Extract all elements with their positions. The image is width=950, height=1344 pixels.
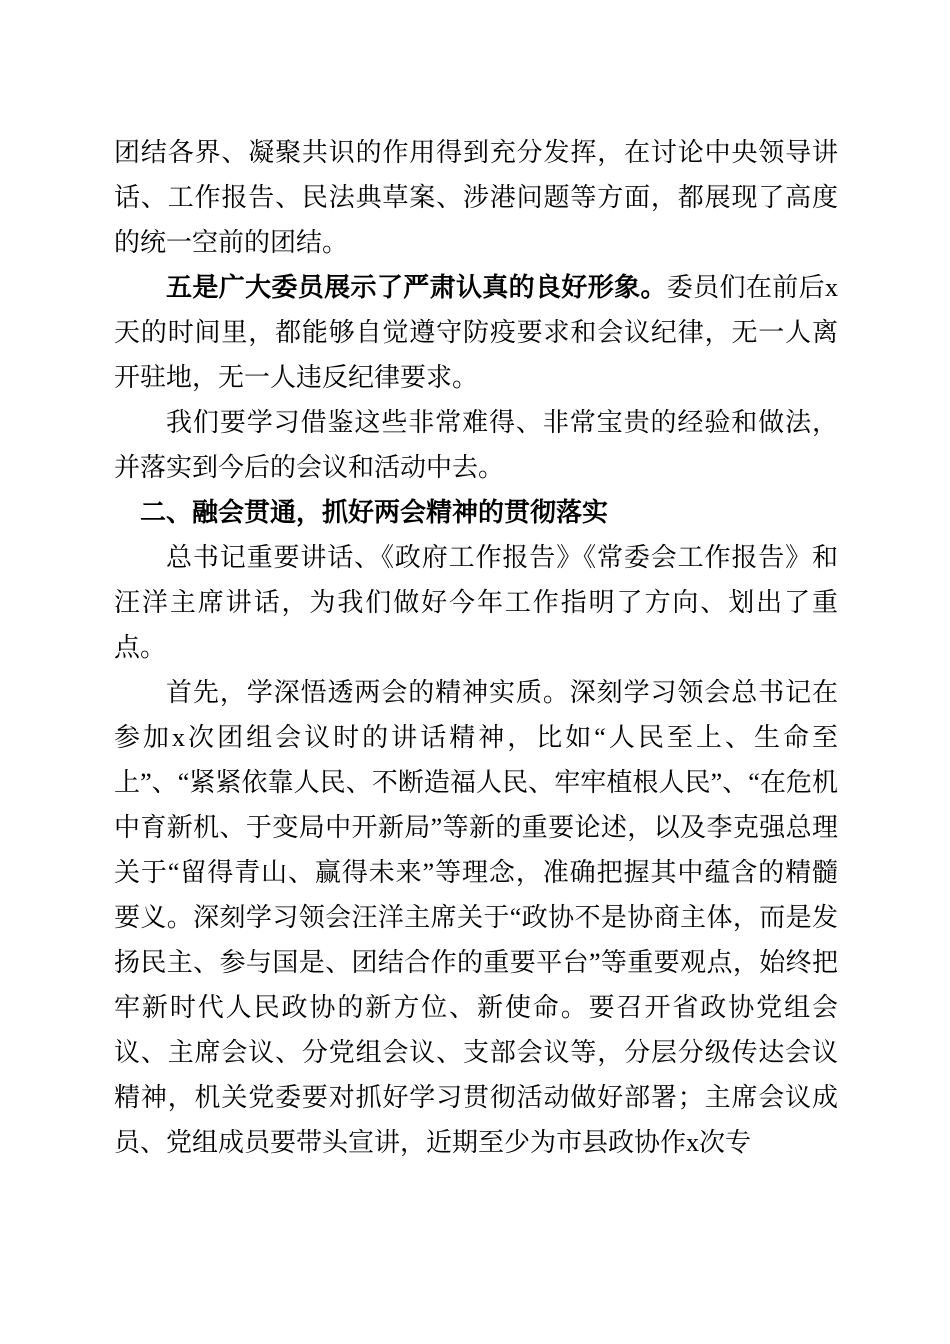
paragraph: [114, 670, 838, 1165]
paragraph: [114, 400, 838, 490]
text-run: 首先，学深悟透两会的精神实质。深刻学习领会总书记在参加x次团组会议时的讲话精神，比如“人民至上、生命至上”、“紧紧依靠人民、不断造福人民、牢牢植根人民”、“在危机中育新机、于变局中开新局”等新的重要论述，以及李克强总理关于“留得青山、赢得未来”等理念，准确把握其中蕴含的精髓要义。深刻学习领会汪洋主席关于“政协不是协商主体，而是发扬民主、参与国是、团结合作的重要平台”等重要观点，始终把牢新时代人民政协的新方位、新使命。要召开省政协党组会议、主席会议、分党组会议、支部会议等，分层分级传达会议精神，机关党委要对抓好学习贯彻活动做好部署；主席会议成员、党组成员要带头宣讲，近期至少为市县政协作x次专: [114, 678, 838, 1157]
text-run: 团结各界、凝聚共识的作用得到充分发挥，在讨论中央领导讲话、工作报告、民法典草案、涉港问题等方面，都展现了高度的统一空前的团结。: [114, 138, 838, 257]
bold-text-run: 二、融会贯通，抓好两会精神的贯彻落实: [140, 497, 609, 527]
text-run: 委员们在前后x天的时间里，都能够自觉遵守防疫要求和会议纪律，无一人离开驻地，无一人违反纪律要求。: [114, 273, 838, 392]
bold-text-run: 五是广大委员展示了严肃认真的良好形象。: [166, 273, 667, 302]
section-heading: [114, 490, 838, 535]
text-run: 总书记重要讲话、《政府工作报告》《常委会工作报告》和汪洋主席讲话，为我们做好今年工作指明了方向、划出了重点。: [114, 543, 838, 662]
paragraph: [114, 130, 838, 265]
paragraph: [114, 265, 838, 400]
paragraph: [114, 535, 838, 670]
document-content: [114, 130, 838, 1165]
text-run: 我们要学习借鉴这些非常难得、非常宝贵的经验和做法，并落实到今后的会议和活动中去。: [114, 408, 838, 482]
